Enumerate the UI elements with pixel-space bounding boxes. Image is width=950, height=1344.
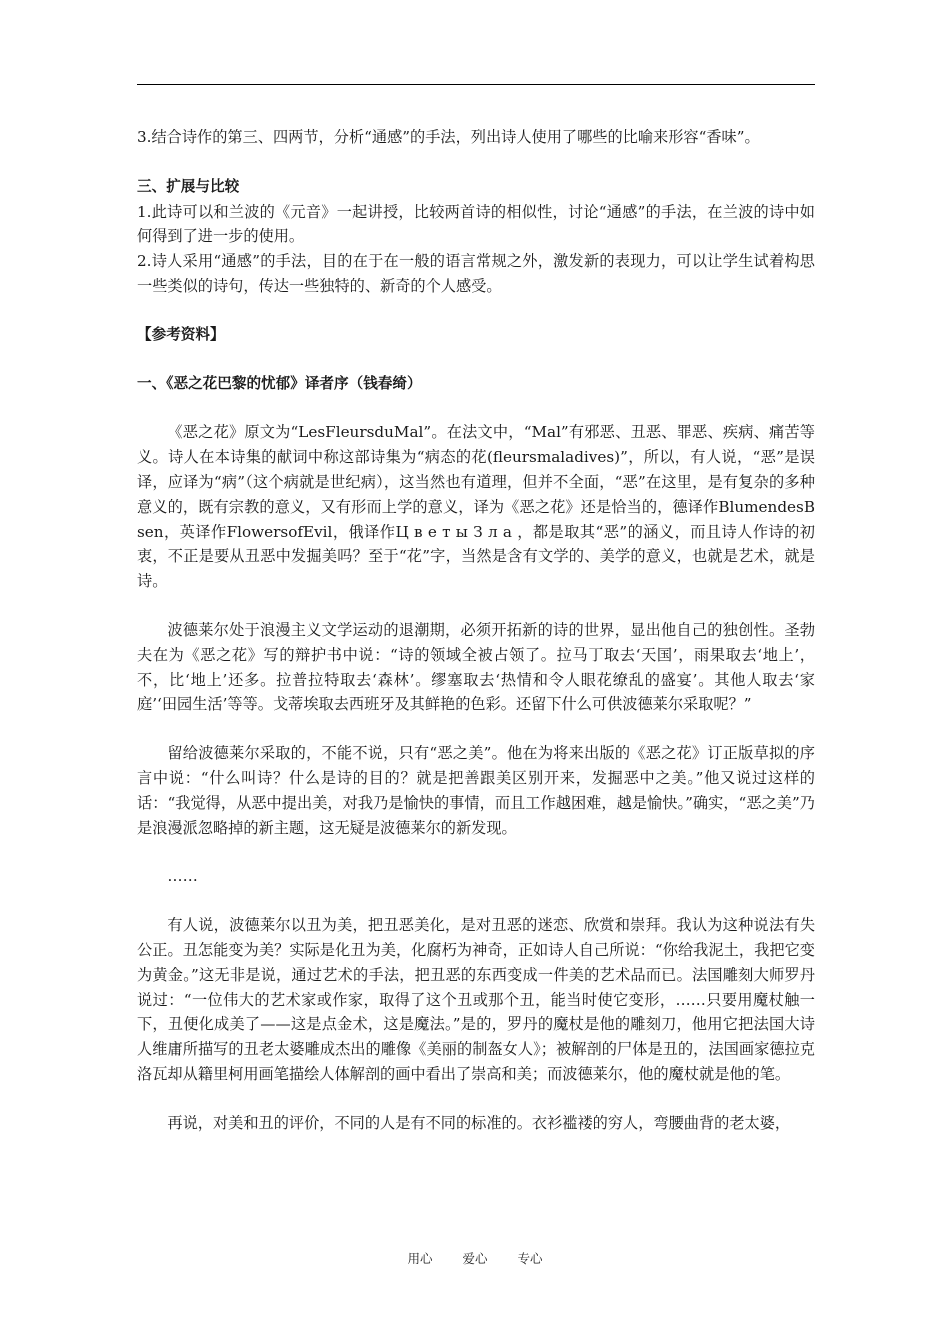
section-3-item-2: 2.诗人采用“通感”的手法，目的在于在一般的语言常规之外，激发新的表现力，可以让学生试着构思一些类似的诗句，传达一些独特的、新奇的个人感受。 xyxy=(137,252,815,295)
reference-subtitle: 一、《恶之花巴黎的忧郁》译者序（钱春绮） xyxy=(137,374,422,392)
document-body xyxy=(137,125,831,1136)
reference-paragraph-2: 波德莱尔处于浪漫主义文学运动的退潮期，必须开拓新的诗的世界，显出他自己的独创性。圣勃夫在为《恶之花》写的辩护书中说：“诗的领域全被占领了。拉马丁取去‘天国’，雨果取去‘地上’，不，比‘地上’还多。拉普拉特取去‘森林’。缪塞取去‘热情和令人眼花缭乱的盛宴’。其他人取去‘家庭’‘田园生活’等等。戈蒂埃取去西班牙及其鲜艳的色彩。还留下什么可供波德莱尔采取呢？” xyxy=(137,620,815,714)
footer-word-2: 爱心 xyxy=(462,1251,488,1266)
reference-paragraph-1: 《恶之花》原文为“LesFleursduMal”。在法文中，“Mal”有邪恶、丑恶、罪恶、疾病、痛苦等义。诗人在本诗集的献词中称这部诗集为“病态的花(fleursmaladives)”，所以，有人说，“恶”是误译，应译为“病”（这个病就是世纪病），这当然也有道理，但并不全面，“恶”在这里，是有复杂的多种意义的，既有宗教的意义，又有形而上学的意义，译为《恶之花》还是恰当的，德译作BlumendesB sen，英译作FlowersofEvil，俄译作Ц в е т ы З л а ，都是取其“恶”的涵义，而且诗人作诗的初衷，不正是要从丑恶中发掘美吗？至于“花”字，当然是含有文学的、美学的意义，也就是艺术，就是诗。 xyxy=(137,423,831,591)
ellipsis-marker: …… xyxy=(167,867,198,886)
question-3: 3.结合诗作的第三、四两节，分析“通感”的手法，列出诗人使用了哪些的比喻来形容“香味”。 xyxy=(137,128,760,146)
reference-paragraph-5: 再说，对美和丑的评价，不同的人是有不同的标准的。衣衫褴褛的穷人，弯腰曲背的老太婆， xyxy=(167,1113,791,1132)
footer-word-3: 专心 xyxy=(517,1251,543,1266)
reference-paragraph-3: 留给波德莱尔采取的，不能不说，只有“恶之美”。他在为将来出版的《恶之花》订正版草拟的序言中说：“什么叫诗？什么是诗的目的？就是把善跟美区别开来，发掘恶中之美。”他又说过这样的话：“我觉得，从恶中提出美，对我乃是愉快的事情，而且工作越困难，越是愉快。”确实，“恶之美”乃是浪漫派忽略掉的新主题，这无疑是波德莱尔的新发现。 xyxy=(137,744,815,837)
header-rule xyxy=(137,84,815,85)
reference-paragraph-4: 有人说，波德莱尔以丑为美，把丑恶美化，是对丑恶的迷恋、欣赏和崇拜。我认为这种说法有失公正。丑怎能变为美？实际是化丑为美，化腐朽为神奇，正如诗人自己所说：“你给我泥土，我把它变为黄金。”这无非是说，通过艺术的手法，把丑恶的东西变成一件美的艺术品而已。法国雕刻大师罗丹说过：“一位伟大的艺术家或作家，取得了这个丑或那个丑，能当时使它变形，……只要用魔杖触一下，丑便化成美了——这是点金术，这是魔法。”是的，罗丹的魔杖是他的雕刻刀，他用它把法国大诗人维庸所描写的丑老太婆雕成杰出的雕像《美丽的制盔女人》；被解剖的尸体是丑的，法国画家德拉克洛瓦却从籍里柯用画笔描绘人体解剖的画中看出了崇高和美；而波德莱尔，他的魔杖就是他的笔。 xyxy=(137,916,815,1083)
section-3-item-1: 1.此诗可以和兰波的《元音》一起讲授，比较两首诗的相似性，讨论“通感”的手法，在兰波的诗中如何得到了进一步的使用。 xyxy=(137,202,815,246)
page-footer xyxy=(0,1249,950,1267)
footer-word-1: 用心 xyxy=(407,1251,433,1266)
reference-title: 【参考资料】 xyxy=(137,325,225,343)
section-3-title: 三、扩展与比较 xyxy=(137,177,240,195)
